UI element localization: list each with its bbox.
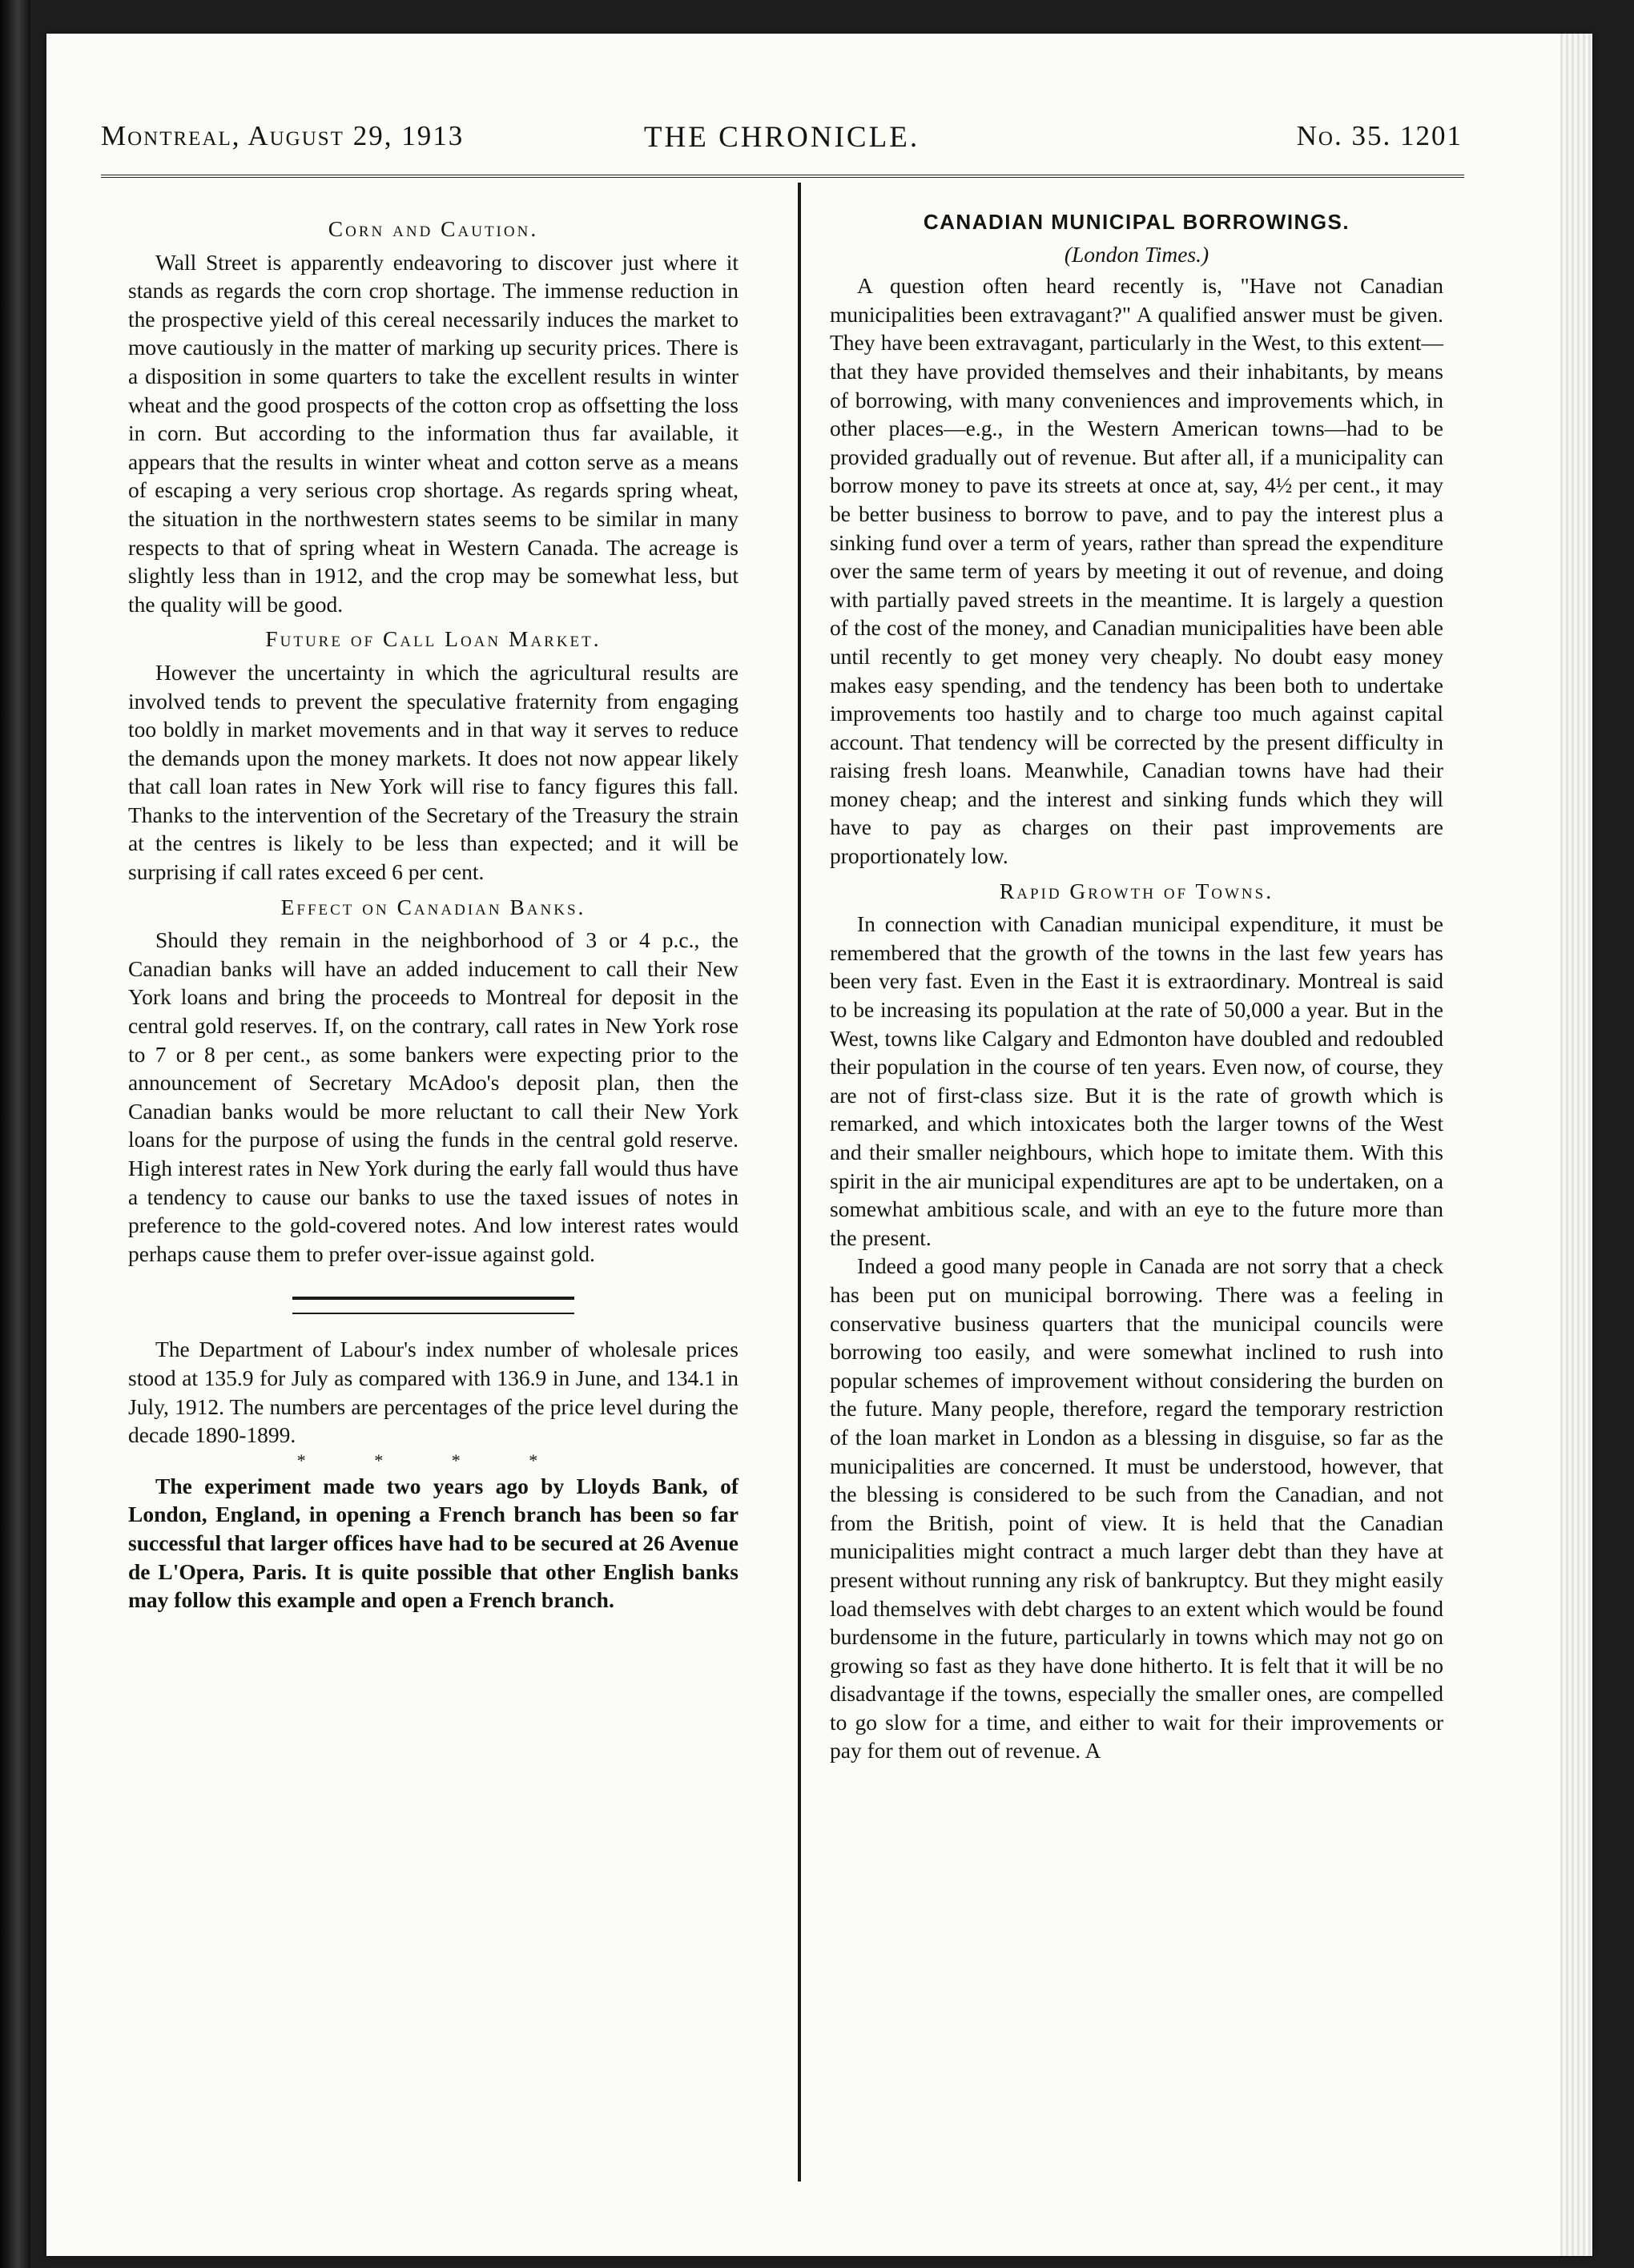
- article-paragraph: Should they remain in the neighborhood of 3 or 4 p.c., the Canadian banks will have an added inducement to call their New York loans and bring the proceeds to Montreal for deposit in the central gold reserves. If, on the contrary, call rates in New York rose to 7 or 8 per cent., as some bankers were expecting prior to the announcement of Secretary McAdoo's deposit plan, then the Canadian banks would be more reluctant to call their New York loans for the purpose of using the funds in the central gold reserve. High interest rates in New York during the early fall would thus have a tendency to cause our banks to use the taxed issues of notes in preference to the gold-covered notes. And low interest rates would perhaps cause them to prefer over-issue against gold.: [128, 927, 739, 1266]
- heading-rapid-growth: Rapid Growth of Towns.: [999, 878, 1274, 903]
- header-masthead: THE CHRONICLE.: [643, 121, 920, 154]
- left-column: [128, 208, 739, 1615]
- article-paragraph: The Department of Labour's index number of wholesale prices stood at 135.9 for July as compared with 136.9 in June, and 134.1 in July, 1912. The numbers are percentages of the price level during the decade 1890-1899.: [128, 1337, 739, 1448]
- article-paragraph: The experiment made two years ago by Lloyds Bank, of London, England, in opening a French branch has been so far successful that larger offices have had to be secured at 26 Avenue de L'Opera, Paris. It is quite possible that other English banks may follow this example and open a French branch.: [128, 1473, 739, 1613]
- article-source: (London Times.): [1064, 241, 1209, 267]
- article-paragraph: A question often heard recently is, "Have not Canadian municipalities been extravagant?" A qualified answer must be given. They have been extravagant, particularly in the West, to this extent—that they have provided themselves and their inhabitants, by means of borrowing, with many conveniences and improvements which, in other places—e.g., in the Western American towns—had to be provided gradually out of revenue. But after all, if a municipality can borrow money to pave its streets at once at, say, 4½ per cent., it may be better business to borrow to pave, and to pay the interest plus a sinking fund over a term of years, rather than spread the expenditure over the same term of years by meeting it out of revenue, and doing with partially paved streets in the meantime. It is largely a question of the cost of the money, and Canadian municipalities have been able until recently to get money very cheaply. No doubt easy money makes easy spending, and the tendency has been both to undertake improvements too hastily and to charge too much against capital account. That tendency will be corrected by the present difficulty in raising fresh loans. Meanwhile, Canadian towns have had their money cheap; and the interest and sinking funds which they will have to pay as charges on their past improvements are proportionately low.: [830, 273, 1443, 869]
- article-paragraph: Wall Street is apparently endeavoring to discover just where it stands as regards the corn crop shortage. The immense reduction in the prospective yield of this cereal necessarily induces the market to move cautiously in the matter of marking up security prices. There is a disposition in some quarters to take the excellent results in winter wheat and the good prospects of the cotton crop as offsetting the loss in corn. But according to the information thus far available, it appears that the results in winter wheat and cotton serve as a means of escaping a very serious crop shortage. As regards spring wheat, the situation in the northwestern states seems to be similar in many respects to that of spring wheat in Western Canada. The acreage is slightly less than in 1912, and the crop may be somewhat less, but the quality will be good.: [128, 249, 739, 617]
- binding-strip: [0, 0, 30, 2268]
- right-column: [830, 208, 1443, 1765]
- header-rule: [101, 175, 1464, 178]
- heading-corn-and-caution: Corn and Caution.: [328, 216, 539, 241]
- heading-future-call-loan: Future of Call Loan Market.: [265, 626, 602, 652]
- page-edge: [1560, 34, 1592, 2256]
- article-paragraph: In connection with Canadian municipal expenditure, it must be remembered that the growth of the towns in the last few years has been very fast. Even in the East it is extraordinary. Montreal is said to be increasing its population at the rate of 50,000 a year. But in the West, towns like Calgary and Edmonton have doubled and redoubled their population in the course of ten years. Even now, of course, they are not of first-class size. But it is the rate of growth which is remarked, and which intoxicates both the larger towns of the West and their smaller neighbours, which hope to imitate them. With this spirit in the air municipal expenditures are apt to be undertaken, on a somewhat ambitious scale, and with an eye to the future more than the present.: [830, 911, 1443, 1250]
- section-divider: [292, 1297, 574, 1314]
- column-divider: [798, 183, 801, 2182]
- article-paragraph: However the uncertainty in which the agricultural results are involved tends to prevent the speculative fraternity from engaging too boldly in market movements and in that way it serves to reduce the demands upon the money markets. It does not now appear likely that call loan rates in New York will rise to fancy figures this fall. Thanks to the intervention of the Secretary of the Treasury the strain at the centres is likely to be less than expected; and it will be surprising if call rates exceed 6 per cent.: [128, 659, 739, 885]
- page-header: [101, 120, 1463, 168]
- header-issue-number: No. 35. 1201: [1296, 120, 1463, 151]
- article-paragraph: Indeed a good many people in Canada are not sorry that a check has been put on municipal borrowing. There was a feeling in conservative business quarters that the municipal councils were borrowing too easily, and were somewhat inclined to rush into popular schemes of improvement without considering the burden on the future. Many people, therefore, regard the temporary restriction of the loan market in London as a blessing in disguise, so far as the municipalities are concerned. It must be understood, however, that the blessing is considered to be such from the Canadian, and not from the British, point of view. It is held that the Canadian municipalities might contract a much larger debt than they have at present without running any risk of bankruptcy. But they might easily load themselves with debt charges to an extent which would be found burdensome in the future, particularly in towns which may not go on growing so fast as they have done hitherto. It is felt that it will be no disadvantage if the towns, especially the smaller ones, are compelled to go slow for a time, and either to wait for their improvements or pay for them out of revenue. A: [830, 1253, 1443, 1763]
- heading-effect-canadian-banks: Effect on Canadian Banks.: [280, 894, 586, 919]
- header-dateline: Montreal, August 29, 1913: [101, 120, 465, 151]
- separator-stars: * * * *: [296, 1450, 570, 1470]
- article-title: CANADIAN MUNICIPAL BORROWINGS.: [923, 210, 1350, 234]
